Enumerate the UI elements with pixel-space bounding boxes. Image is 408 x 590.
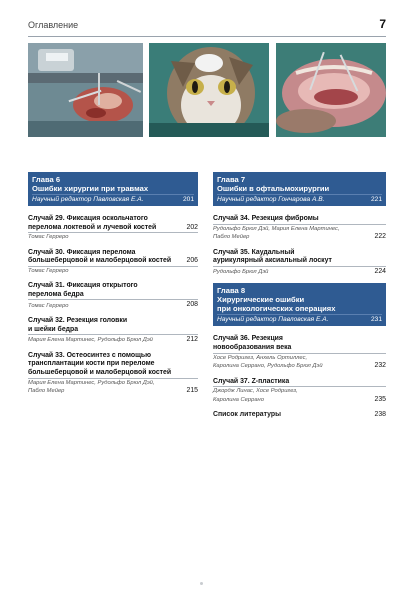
toc-entry-case-32[interactable] <box>28 317 198 345</box>
case-title: новообразования века <box>213 343 292 351</box>
editor-name: Научный редактор Павловская Е.А. <box>32 196 144 203</box>
case-title: Случай 31. Фиксация открытого <box>28 282 138 290</box>
case-title: Случай 34. Резекция фибромы <box>213 215 319 222</box>
toc-entry-case-31[interactable] <box>28 282 198 310</box>
editor-name: Научный редактор Павловская Е.А. <box>217 316 329 324</box>
toc-entry-case-34[interactable] <box>213 215 386 242</box>
case-authors: Рудольфо Брюл Дэй, Мария Елена Мартинес, <box>213 224 386 233</box>
case-authors: Мария Елена Мартинес, Рудольфо Брюл Дэй <box>28 337 153 344</box>
case-authors: Каролина Серрано <box>213 396 264 403</box>
case-authors-line <box>213 233 386 242</box>
chapter-label: Глава 8 <box>217 286 246 296</box>
case-authors: Пабло Мейер <box>28 388 65 395</box>
toc-entry-case-36[interactable] <box>213 335 386 370</box>
editor-name: Научный редактор Гончарова А.В. <box>217 196 325 203</box>
chapter-editor <box>217 314 382 324</box>
chapter-page: 201 <box>182 196 194 203</box>
chapter-page: 231 <box>370 316 382 324</box>
chapter-7-banner[interactable] <box>213 172 386 206</box>
case-page: 208 <box>186 301 198 309</box>
case-authors-line <box>213 266 386 277</box>
toc-entry-references[interactable] <box>213 411 386 420</box>
case-title: перелома бедра <box>28 290 84 298</box>
chapter-editor <box>217 194 382 204</box>
case-title: и шейки бедра <box>28 325 79 333</box>
toc-entry-case-35[interactable] <box>213 249 386 277</box>
case-title: Случай 32. Резекция головки <box>28 316 128 324</box>
case-authors: Томас Герреро <box>28 232 198 241</box>
case-authors: Томас Герреро <box>28 266 198 275</box>
case-title: Случай 37. Z-пластика <box>213 377 290 385</box>
chapter-8-banner[interactable] <box>213 283 386 326</box>
case-page: 215 <box>186 386 198 394</box>
chapter-title: при онкологических операциях <box>217 304 336 314</box>
surgery-photo-icon <box>28 43 143 137</box>
case-authors-line <box>28 334 198 345</box>
case-title: Случай 29. Фиксация оскольчатого <box>28 215 148 222</box>
toc-entry-case-29[interactable] <box>28 215 198 242</box>
section-title: Оглавление <box>28 20 79 30</box>
case-authors-line <box>28 299 198 310</box>
toc-entry-case-30[interactable] <box>28 249 198 276</box>
case-page: 232 <box>374 361 386 369</box>
case-title: Случай 35. Каудальный <box>213 248 295 256</box>
case-authors-line <box>213 396 386 405</box>
case-authors: Томас Герреро <box>28 302 69 309</box>
case-title: большеберцовой и малоберцовой костей <box>28 368 172 376</box>
page-number: 7 <box>379 17 386 31</box>
case-authors-line <box>28 387 198 396</box>
case-page: 202 <box>186 223 198 231</box>
case-title: Случай 33. Остеосинтез с помощью <box>28 351 152 359</box>
chapter-title: Ошибки хирургии при травмах <box>32 184 149 193</box>
case-title: аурикулярный аксиальный лоскут <box>213 257 332 265</box>
case-title: трансплантации кости при переломе <box>28 360 155 368</box>
case-title: Случай 36. Резекция <box>213 335 283 343</box>
right-column <box>213 172 386 420</box>
footer-mark <box>200 582 203 585</box>
chapter-title: Ошибки в офтальмохирургии <box>217 184 330 193</box>
case-authors: Мария Елена Мартинес, Рудольфо Брюл Дэй, <box>28 378 198 387</box>
toc-entry-case-33[interactable] <box>28 352 198 396</box>
case-page: 212 <box>186 336 198 344</box>
page-header <box>28 17 386 37</box>
oral-surgery-photo-icon <box>276 43 386 137</box>
case-page: 206 <box>186 257 198 265</box>
left-column <box>28 172 198 403</box>
chapter-label: Глава 7 <box>217 175 246 184</box>
case-authors: Рудольфо Брюл Дэй <box>213 268 269 275</box>
chapter-6-banner[interactable] <box>28 172 198 206</box>
case-authors-line <box>213 362 386 371</box>
case-authors: Джордж Линас, Хосе Родригез, <box>213 386 386 395</box>
case-title: перелома локтевой и лучевой костей <box>28 223 157 231</box>
cat-photo-icon <box>149 43 269 137</box>
case-page: 235 <box>374 395 386 403</box>
toc-entry-case-37[interactable] <box>213 378 386 405</box>
case-title: большеберцовой и малоберцовой костей <box>28 257 172 265</box>
chapter-title: Хирургические ошибки <box>217 295 305 305</box>
chapter-label: Глава 6 <box>32 175 61 184</box>
case-page: 222 <box>374 233 386 240</box>
case-page: 224 <box>374 267 386 275</box>
chapter-editor <box>32 194 194 204</box>
case-authors: Каролина Серрано, Рудольфо Брюл Дэй <box>213 363 323 370</box>
references-title: Список литературы <box>213 411 282 419</box>
case-authors: Пабло Мейер <box>213 234 250 241</box>
case-authors: Хосе Родригез, Анхель Ортиллес, <box>213 353 386 362</box>
chapter-page: 221 <box>370 196 382 203</box>
case-title: Случай 30. Фиксация перелома <box>28 248 136 256</box>
references-page: 238 <box>374 411 386 419</box>
